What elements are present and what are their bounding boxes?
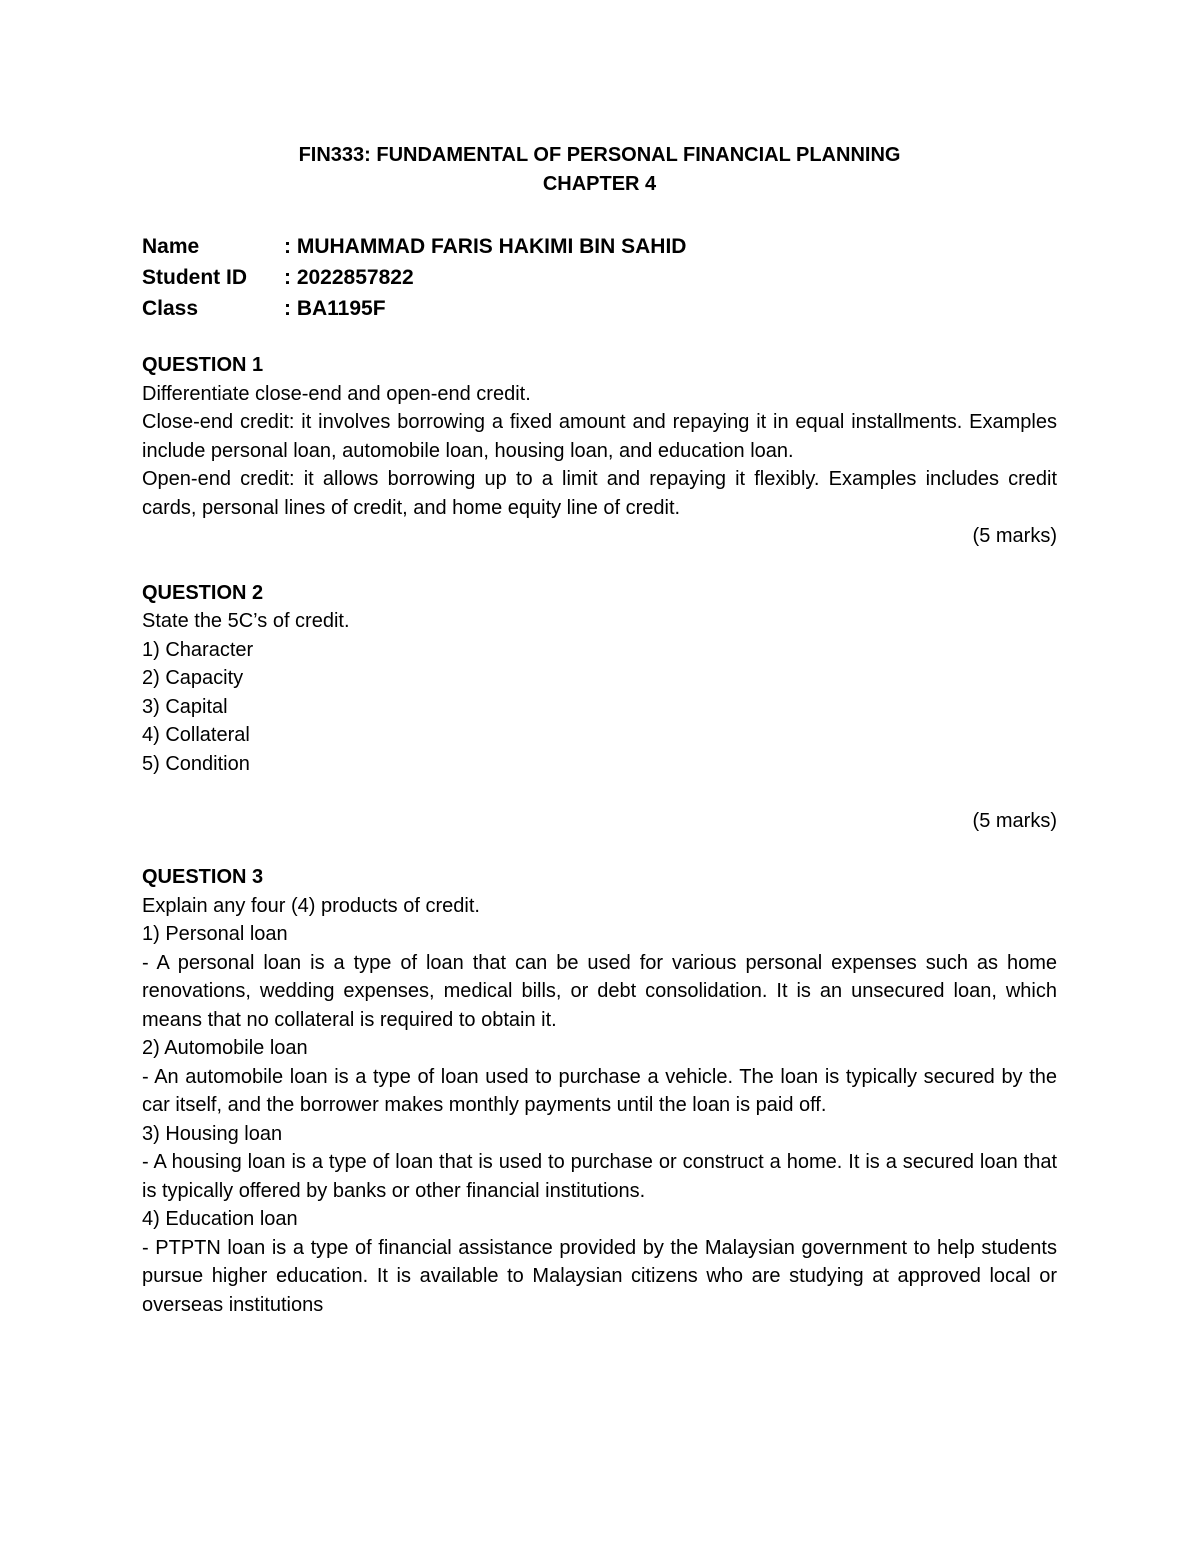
document-title: FIN333: FUNDAMENTAL OF PERSONAL FINANCIAL PLANNING [298,144,901,166]
list-item: 5) Condition [142,752,250,775]
question-3-prompt: Explain any four (4) products of credit. [142,894,480,917]
credit-product-title: 4) Education loan [142,1208,298,1230]
credit-product-title: 1) Personal loan [142,923,288,945]
question-1-answer-open-end: Open-end credit: it allows borrowing up to a limit and repaying it flexibly. Examples includes credit cards, personal lines of credit, and home equity line of credit. [142,468,1057,519]
list-item: 4) Collateral [142,724,250,746]
question-1-prompt: Differentiate close-end and open-end credit. [142,382,531,405]
student-class-value: : BA1195F [284,297,386,320]
student-name-value: : MUHAMMAD FARIS HAKIMI BIN SAHID [284,235,687,258]
chapter-title: CHAPTER 4 [542,172,657,195]
question-2-prompt: State the 5C’s of credit. [142,610,350,632]
student-name-label: Name [142,235,200,258]
student-info [142,231,1057,324]
list-item: 2) Capacity [142,667,244,689]
question-3 [142,863,1057,1319]
student-class-row [142,293,1057,324]
credit-product-description: - A housing loan is a type of loan that is used to purchase or construct a home. It is a secured loan that is typically offered by banks or other financial institutions. [142,1151,1057,1202]
credit-product-title: 2) Automobile loan [142,1037,308,1059]
student-id-row [142,262,1057,293]
question-1-heading: QUESTION 1 [142,354,264,376]
question-2-marks: (5 marks) [972,809,1057,832]
question-2-heading: QUESTION 2 [142,581,264,604]
credit-product-description: - PTPTN loan is a type of financial assistance provided by the Malaysian government to help students pursue higher education. It is available to Malaysian citizens who are studying at approved local or overseas institutions [142,1236,1057,1316]
document-content [142,141,1057,1319]
student-class-label: Class [142,297,199,320]
credit-product-description: - An automobile loan is a type of loan used to purchase a vehicle. The loan is typically secured by the car itself, and the borrower makes monthly payments until the loan is paid off. [142,1065,1057,1116]
question-1-answer-close-end: Close-end credit: it involves borrowing a fixed amount and repaying it in equal installments. Examples include personal loan, automobile loan, housing loan, and education loan. [142,411,1057,462]
student-id-value: : 2022857822 [284,266,414,289]
student-name-row [142,231,1057,262]
student-id-label: Student ID [142,266,247,289]
credit-product-description: - A personal loan is a type of loan that can be used for various personal expenses such as home renovations, wedding expenses, medical bills, or debt consolidation. It is an unsecured loan, which means that no collateral is required to obtain it. [142,951,1057,1031]
question-1 [142,351,1057,551]
question-3-heading: QUESTION 3 [142,866,264,888]
list-item: 1) Character [142,638,254,661]
question-1-marks: (5 marks) [972,525,1057,547]
credit-product-title: 3) Housing loan [142,1122,283,1145]
list-item: 3) Capital [142,695,228,718]
question-2 [142,579,1057,836]
